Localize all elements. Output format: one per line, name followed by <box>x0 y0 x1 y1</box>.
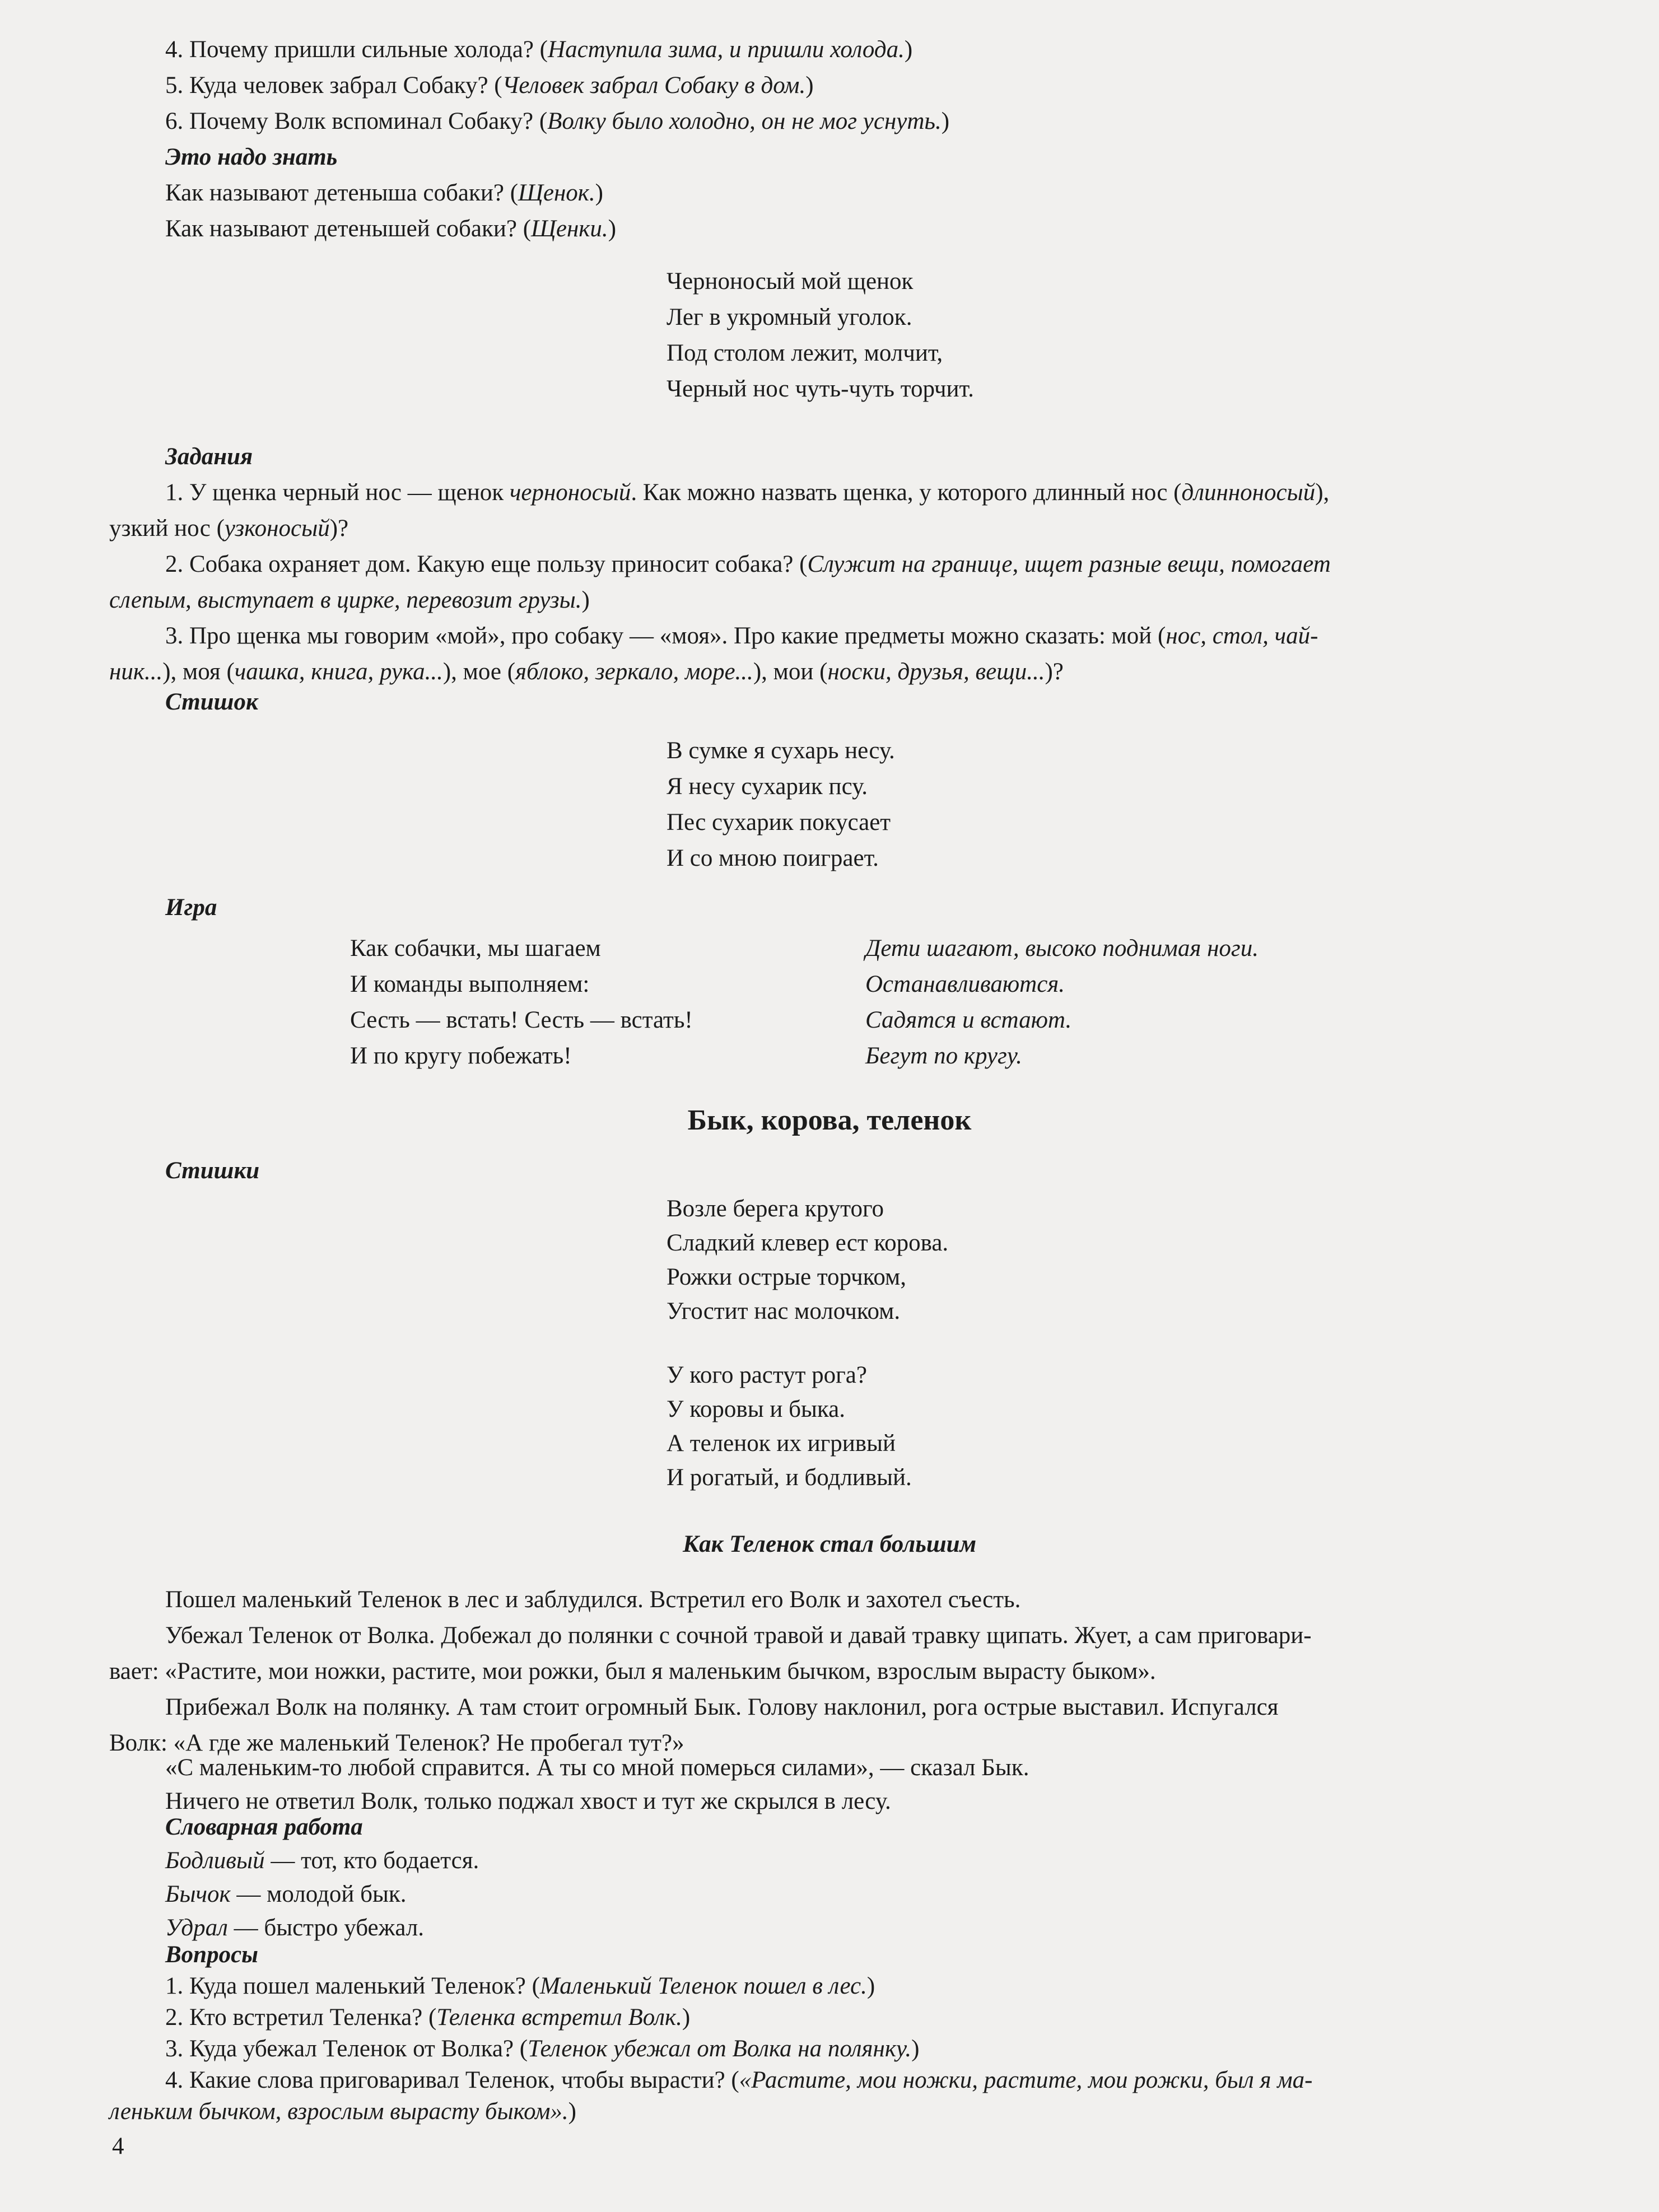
poem-4-line: А теленок их игривый <box>667 1430 896 1457</box>
poem-4-line: У коровы и быка. <box>667 1396 845 1422</box>
question-line-6: 6. Почему Волк вспоминал Собаку? (Волку было холодно, он не мог уснуть.) <box>165 108 950 134</box>
know-line-2: Как называют детенышей собаки? (Щенки.) <box>165 216 617 242</box>
story-title: Как Теленок стал большим <box>682 1531 977 1557</box>
story-line: Волк: «А где же маленький Теленок? Не пробегал тут?» <box>109 1730 684 1756</box>
poem-1-line: Под столом лежит, молчит, <box>667 340 943 366</box>
question-line: 1. Куда пошел маленький Теленок? (Маленький Теленок пошел в лес.) <box>165 1973 875 1999</box>
task-1-line-a: 1. У щенка черный нос — щенок черноносый. Как можно назвать щенка, у которого длинный нос (длинноносый), <box>165 479 1330 506</box>
poem-4-line: И рогатый, и бодливый. <box>667 1464 912 1491</box>
heading-game: Игра <box>165 894 217 921</box>
know-line-1: Как называют детеныша собаки? (Щенок.) <box>165 180 603 206</box>
question-line-4: 4. Почему пришли сильные холода? (Наступила зима, и пришли холода.) <box>165 36 913 63</box>
game-action-line: Дети шагают, высоко поднимая ноги. <box>865 935 1259 962</box>
game-action-line: Останавливаются. <box>865 971 1065 997</box>
story-line: Прибежал Волк на полянку. А там стоит огромный Бык. Голову наклонил, рога острые выставил. Испугался <box>165 1694 1279 1720</box>
poem-2-line: И со мною поиграет. <box>667 845 879 871</box>
story-line: Убежал Теленок от Волка. Добежал до полянки с сочной травой и давай травку щипать. Жует, а сам приговари- <box>165 1622 1312 1649</box>
heading-know: Это надо знать <box>165 144 338 170</box>
question-line: 3. Куда убежал Теленок от Волка? (Теленок убежал от Волка на полянку.) <box>165 2036 920 2062</box>
task-2-line-b: слепым, выступает в цирке, перевозит грузы.) <box>109 587 590 613</box>
heading-verses: Стишки <box>165 1158 260 1184</box>
vocab-line: Бодливый — тот, кто бодается. <box>165 1847 479 1874</box>
task-1-line-b: узкий нос (узконосый)? <box>109 515 349 542</box>
vocab-line: Удрал — быстро убежал. <box>165 1915 425 1941</box>
vocab-line: Бычок — молодой бык. <box>165 1881 407 1907</box>
poem-4-line: У кого растут рога? <box>667 1362 867 1388</box>
section-title: Бык, корова, теленок <box>687 1104 972 1136</box>
story-line: Пошел маленький Теленок в лес и заблудился. Встретил его Волк и захотел съесть. <box>165 1586 1021 1613</box>
poem-3-line: Угостит нас молочком. <box>667 1298 901 1324</box>
task-3-line-b: ник...), моя (чашка, книга, рука...), мое (яблоко, зеркало, море...), мои (носки, друзья, вещи...)? <box>109 659 1064 685</box>
story-line: «С маленьким-то любой справится. А ты со мной померься силами», — сказал Бык. <box>165 1754 1029 1781</box>
question-line: 4. Какие слова приговаривал Теленок, чтобы вырасти? («Растите, мои ножки, растите, мои рожки, был я ма- <box>165 2067 1313 2093</box>
task-2-line-a: 2. Собака охраняет дом. Какую еще пользу приносит собака? (Служит на границе, ищет разные вещи, помогает <box>165 551 1331 577</box>
poem-1-line: Черный нос чуть-чуть торчит. <box>667 376 974 402</box>
question-line-5: 5. Куда человек забрал Собаку? (Человек забрал Собаку в дом.) <box>165 72 814 99</box>
poem-1-line: Лег в укромный уголок. <box>667 304 912 330</box>
poem-2-line: Пес сухарик покусает <box>667 809 891 836</box>
question-line: 2. Кто встретил Теленка? (Теленка встретил Волк.) <box>165 2004 691 2031</box>
story-line: Ничего не ответил Волк, только поджал хвост и тут же скрылся в лесу. <box>165 1788 891 1814</box>
question-line: леньким бычком, взрослым вырасту быком».) <box>109 2098 576 2125</box>
game-text-line: Сесть — встать! Сесть — встать! <box>350 1007 693 1033</box>
page-number: 4 <box>112 2133 124 2159</box>
poem-2-line: В сумке я сухарь несу. <box>667 738 895 764</box>
game-text-line: И по кругу побежать! <box>350 1043 572 1069</box>
poem-1-line: Черноносый мой щенок <box>667 268 914 295</box>
game-action-line: Садятся и встают. <box>865 1007 1072 1033</box>
heading-questions: Вопросы <box>165 1942 259 1968</box>
poem-2-line: Я несу сухарик псу. <box>667 773 868 800</box>
story-line: вает: «Растите, мои ножки, растите, мои рожки, был я маленьким бычком, взрослым вырасту быком». <box>109 1658 1156 1684</box>
game-text-line: И команды выполняем: <box>350 971 590 997</box>
heading-verse: Стишок <box>165 689 258 715</box>
poem-3-line: Возле берега крутого <box>667 1196 884 1222</box>
heading-vocabulary: Словарная работа <box>165 1814 363 1840</box>
game-text-line: Как собачки, мы шагаем <box>350 935 601 962</box>
task-3-line-a: 3. Про щенка мы говорим «мой», про собаку — «моя». Про какие предметы можно сказать: мой (нос, стол, чай- <box>165 623 1318 649</box>
game-action-line: Бегут по кругу. <box>865 1043 1022 1069</box>
heading-tasks: Задания <box>165 444 253 470</box>
poem-3-line: Сладкий клевер ест корова. <box>667 1230 949 1256</box>
poem-3-line: Рожки острые торчком, <box>667 1264 906 1290</box>
